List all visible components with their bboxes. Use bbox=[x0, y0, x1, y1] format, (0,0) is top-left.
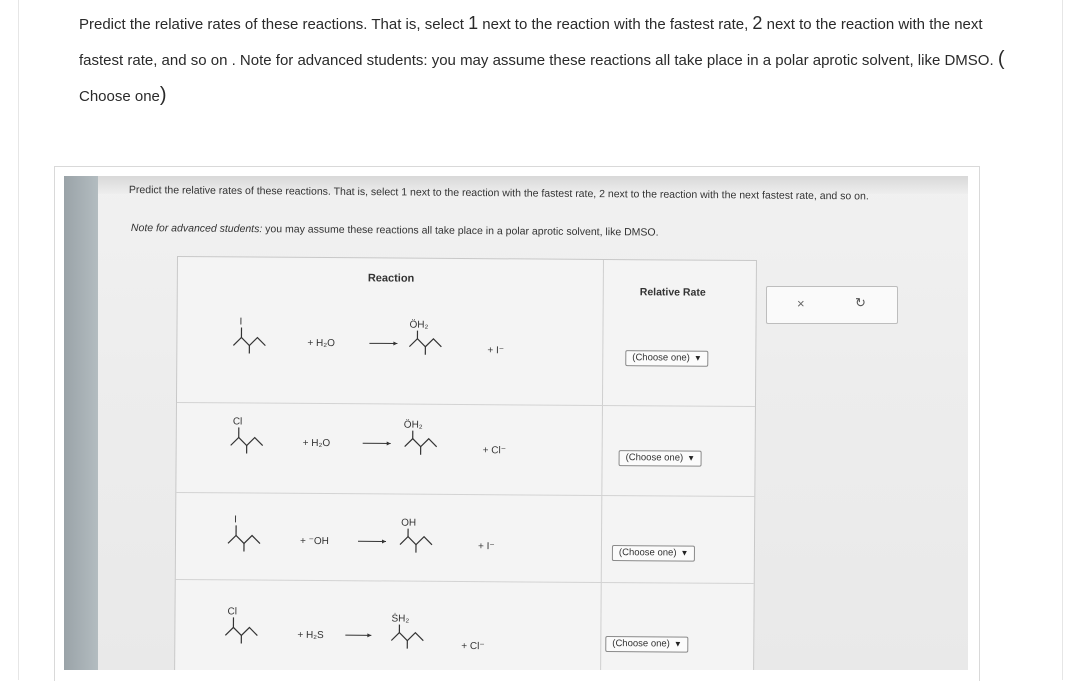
byproduct-label: + I⁻ bbox=[487, 345, 504, 356]
prompt-text-3: next to the reaction with the next fastest rate, and so on . Note for advanced students: you may assume these reactions all take place in a polar aprotic solvent, like DMSO. bbox=[79, 16, 998, 69]
photo-note bbox=[131, 222, 831, 240]
reaction-table bbox=[174, 256, 757, 670]
reagent-label: + H₂O bbox=[303, 438, 331, 449]
leaving-group-label: Cl bbox=[227, 606, 237, 617]
select-value: (Choose one) bbox=[619, 547, 677, 558]
problem-photo bbox=[64, 176, 968, 670]
frame-right-line bbox=[1062, 0, 1063, 680]
photo-note-label: Note for advanced students: bbox=[131, 222, 262, 235]
dropdown-arrow-icon: ▼ bbox=[674, 639, 682, 648]
reaction-2-structure bbox=[196, 415, 597, 498]
screen-bezel bbox=[64, 176, 98, 670]
reaction-row-3 bbox=[196, 513, 597, 596]
dropdown-arrow-icon: ▼ bbox=[694, 354, 702, 363]
reaction-column-header: Reaction bbox=[368, 272, 415, 284]
dropdown-arrow-icon: ▼ bbox=[687, 454, 695, 463]
reaction-row-2 bbox=[196, 415, 597, 498]
relative-rate-select-3[interactable] bbox=[612, 545, 696, 562]
prompt-choose-one[interactable]: Choose one bbox=[79, 88, 160, 105]
reaction-row-4 bbox=[195, 603, 596, 670]
byproduct-label: + I⁻ bbox=[478, 541, 495, 552]
prompt-paren-close: ) bbox=[160, 84, 167, 106]
byproduct-label: + Cl⁻ bbox=[461, 641, 484, 652]
product-group-label: ṠH₂ bbox=[391, 612, 409, 625]
reagent-label: + H₂O bbox=[307, 338, 335, 349]
photo-note-text: you may assume these reactions all take place in a polar aprotic solvent, like DMSO. bbox=[262, 223, 658, 238]
question-prompt bbox=[79, 6, 1014, 114]
relative-rate-select-4[interactable] bbox=[605, 636, 689, 653]
frame-left-line bbox=[18, 0, 19, 680]
clear-icon[interactable]: × bbox=[797, 296, 805, 311]
byproduct-label: + Cl⁻ bbox=[483, 445, 506, 456]
leaving-group-label: I bbox=[240, 316, 243, 327]
prompt-number-2: 2 bbox=[752, 13, 762, 33]
relative-rate-select-1[interactable] bbox=[625, 350, 709, 367]
photo-instruction: Predict the relative rates of these reactions. That is, select 1 next to the reaction with the fastest rate, 2 next to the reaction with the next fastest rate, and so on. bbox=[129, 184, 968, 204]
reaction-4-structure bbox=[195, 603, 596, 670]
relative-rate-select-2[interactable] bbox=[619, 450, 703, 467]
undo-icon[interactable]: ↻ bbox=[855, 295, 866, 311]
column-divider bbox=[600, 260, 604, 670]
product-group-label: ÖH₂ bbox=[404, 419, 423, 431]
leaving-group-label: I bbox=[234, 514, 237, 525]
leaving-group-label: Cl bbox=[233, 416, 243, 427]
reagent-label: + ⁻OH bbox=[300, 536, 329, 547]
reaction-row-1 bbox=[197, 315, 598, 398]
select-value: (Choose one) bbox=[632, 352, 690, 363]
product-group-label: OH bbox=[401, 518, 416, 529]
relative-rate-column-header: Relative Rate bbox=[640, 286, 706, 298]
reaction-1-structure bbox=[197, 315, 598, 398]
prompt-paren-open: ( bbox=[998, 48, 1005, 70]
prompt-text-1: Predict the relative rates of these reactions. That is, select bbox=[79, 16, 468, 33]
prompt-text-2: next to the reaction with the fastest rate, bbox=[478, 16, 752, 33]
row-divider bbox=[177, 402, 755, 407]
prompt-number-1: 1 bbox=[468, 13, 478, 33]
dropdown-arrow-icon: ▼ bbox=[680, 549, 688, 558]
product-group-label: ÖH₂ bbox=[409, 319, 428, 331]
select-value: (Choose one) bbox=[612, 638, 670, 649]
reagent-label: + H₂S bbox=[297, 630, 324, 641]
reaction-3-structure bbox=[196, 513, 597, 596]
answer-tools-panel bbox=[766, 286, 898, 324]
select-value: (Choose one) bbox=[626, 452, 684, 463]
